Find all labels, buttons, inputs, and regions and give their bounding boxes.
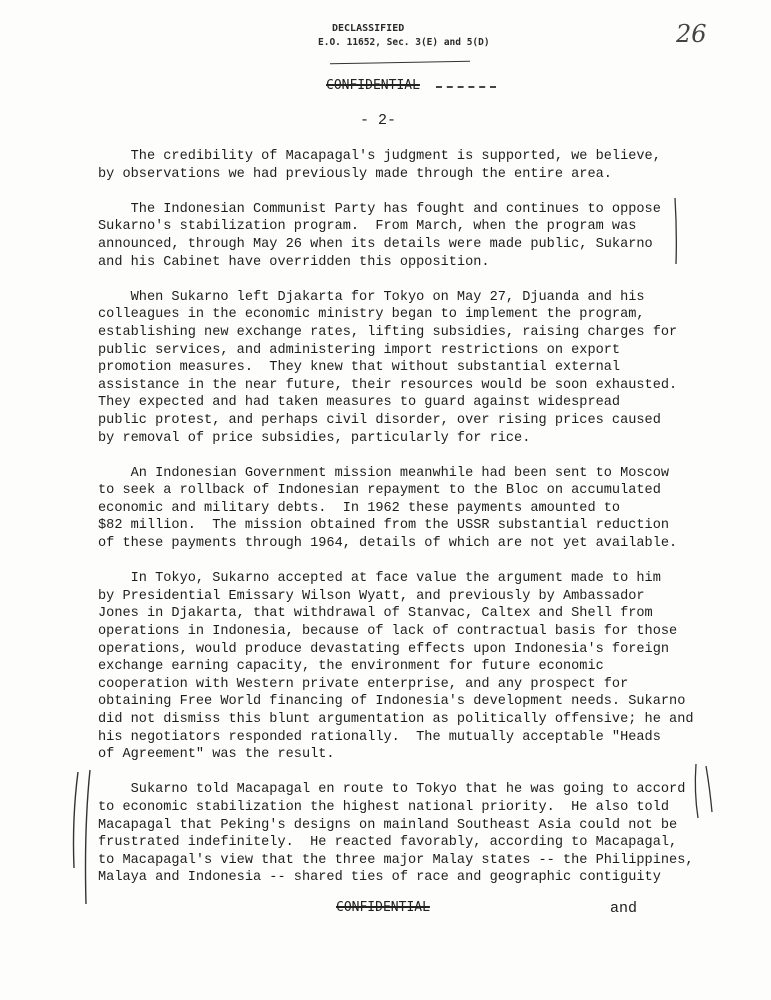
stamp-underline — [330, 61, 470, 64]
text-line: by Presidential Emissary Wilson Wyatt, and previously by Ambassador — [98, 588, 645, 604]
text-line: Sukarno told Macapagal en route to Tokyo that he was going to accord — [98, 782, 686, 798]
text-line: to economic stabilization the highest national priority. He also told — [98, 799, 670, 815]
text-line: colleagues in the economic ministry began to implement the program, — [98, 307, 645, 323]
margin-mark-right-double — [690, 762, 720, 822]
paragraph — [98, 148, 698, 183]
page-label: - 2- — [360, 112, 397, 129]
text-line: The Indonesian Communist Party has fought and continues to oppose — [98, 201, 661, 217]
text-line: by observations we had previously made through the entire area. — [98, 166, 612, 182]
margin-mark-right-1 — [672, 196, 682, 266]
text-line: obtaining Free World financing of Indonesia's development needs. Sukarno — [98, 694, 686, 710]
text-line: assistance in the near future, their resources would be soon exhausted. — [98, 377, 678, 393]
text-line: to Macapagal's view that the three major Malay states -- the Philippines, — [98, 852, 694, 868]
stamp-line-2: E.O. 11652, Sec. 3(E) and 5(D) — [318, 37, 490, 48]
text-line: his negotiators responded rationally. The mutually acceptable "Heads — [98, 729, 661, 745]
text-line: and his Cabinet have overridden this opposition. — [98, 254, 490, 270]
text-line: public protest, and perhaps civil disorder, over rising prices caused — [98, 412, 661, 428]
paragraph — [98, 781, 698, 887]
text-line: They expected and had taken measures to guard against widespread — [98, 395, 621, 411]
text-line: An Indonesian Government mission meanwhile had been sent to Moscow — [98, 465, 670, 481]
text-line: of Agreement" was the result. — [98, 747, 335, 763]
text-line: Macapagal that Peking's designs on mainland Southeast Asia could not be — [98, 817, 678, 833]
text-line: establishing new exchange rates, lifting subsidies, raising charges for — [98, 324, 678, 340]
text-line: operations, would produce devastating effects upon Indonesia's foreign — [98, 641, 670, 657]
text-line: frustrated indefinitely. He reacted favorably, according to Macapagal, — [98, 835, 678, 851]
declassified-stamp — [318, 22, 490, 50]
text-line: In Tokyo, Sukarno accepted at face value the argument made to him — [98, 571, 661, 587]
text-line: $82 million. The mission obtained from the USSR substantial reduction — [98, 518, 670, 534]
text-line: Sukarno's stabilization program. From March, when the program was — [98, 219, 637, 235]
classification-strike-dash — [436, 86, 496, 88]
text-line: to seek a rollback of Indonesian repayment to the Bloc on accumulated — [98, 483, 661, 499]
stamp-line-1: DECLASSIFIED — [332, 23, 405, 34]
text-line: announced, through May 26 when its details were made public, Sukarno — [98, 236, 653, 252]
text-line: When Sukarno left Djakarta for Tokyo on May 27, Djuanda and his — [98, 289, 645, 305]
text-line: cooperation with Western private enterprise, and any prospect for — [98, 676, 629, 692]
classification-top: CONFIDENTIAL — [326, 78, 420, 93]
text-line: did not dismiss this blunt argumentation as politically offensive; he and — [98, 712, 694, 727]
text-line: by removal of price subsidies, particularly for rice. — [98, 430, 531, 446]
paragraph — [98, 465, 698, 553]
paragraph — [98, 201, 698, 271]
text-line: Malaya and Indonesia -- shared ties of race and geographic contiguity — [98, 870, 661, 886]
text-line: operations in Indonesia, because of lack of contractual basis for those — [98, 624, 678, 640]
margin-mark-left-double — [64, 768, 104, 908]
paragraph — [98, 570, 698, 764]
text-line: exchange earning capacity, the environment for future economic — [98, 659, 604, 675]
handwritten-page-number: 26 — [676, 20, 707, 48]
text-line: economic and military debts. In 1962 these payments amounted to — [98, 500, 621, 516]
text-line: Jones in Djakarta, that withdrawal of Stanvac, Caltex and Shell from — [98, 606, 653, 622]
text-line: The credibility of Macapagal's judgment is supported, we believe, — [98, 149, 661, 164]
continuation-word: and — [610, 900, 638, 917]
document-body — [98, 148, 698, 905]
text-line: promotion measures. They knew that without substantial external — [98, 360, 621, 376]
text-line: of these payments through 1964, details of which are not yet available. — [98, 536, 678, 552]
classification-bottom: CONFIDENTIAL — [336, 900, 430, 915]
text-line: public services, and administering import restrictions on export — [98, 342, 621, 358]
paragraph — [98, 289, 698, 447]
